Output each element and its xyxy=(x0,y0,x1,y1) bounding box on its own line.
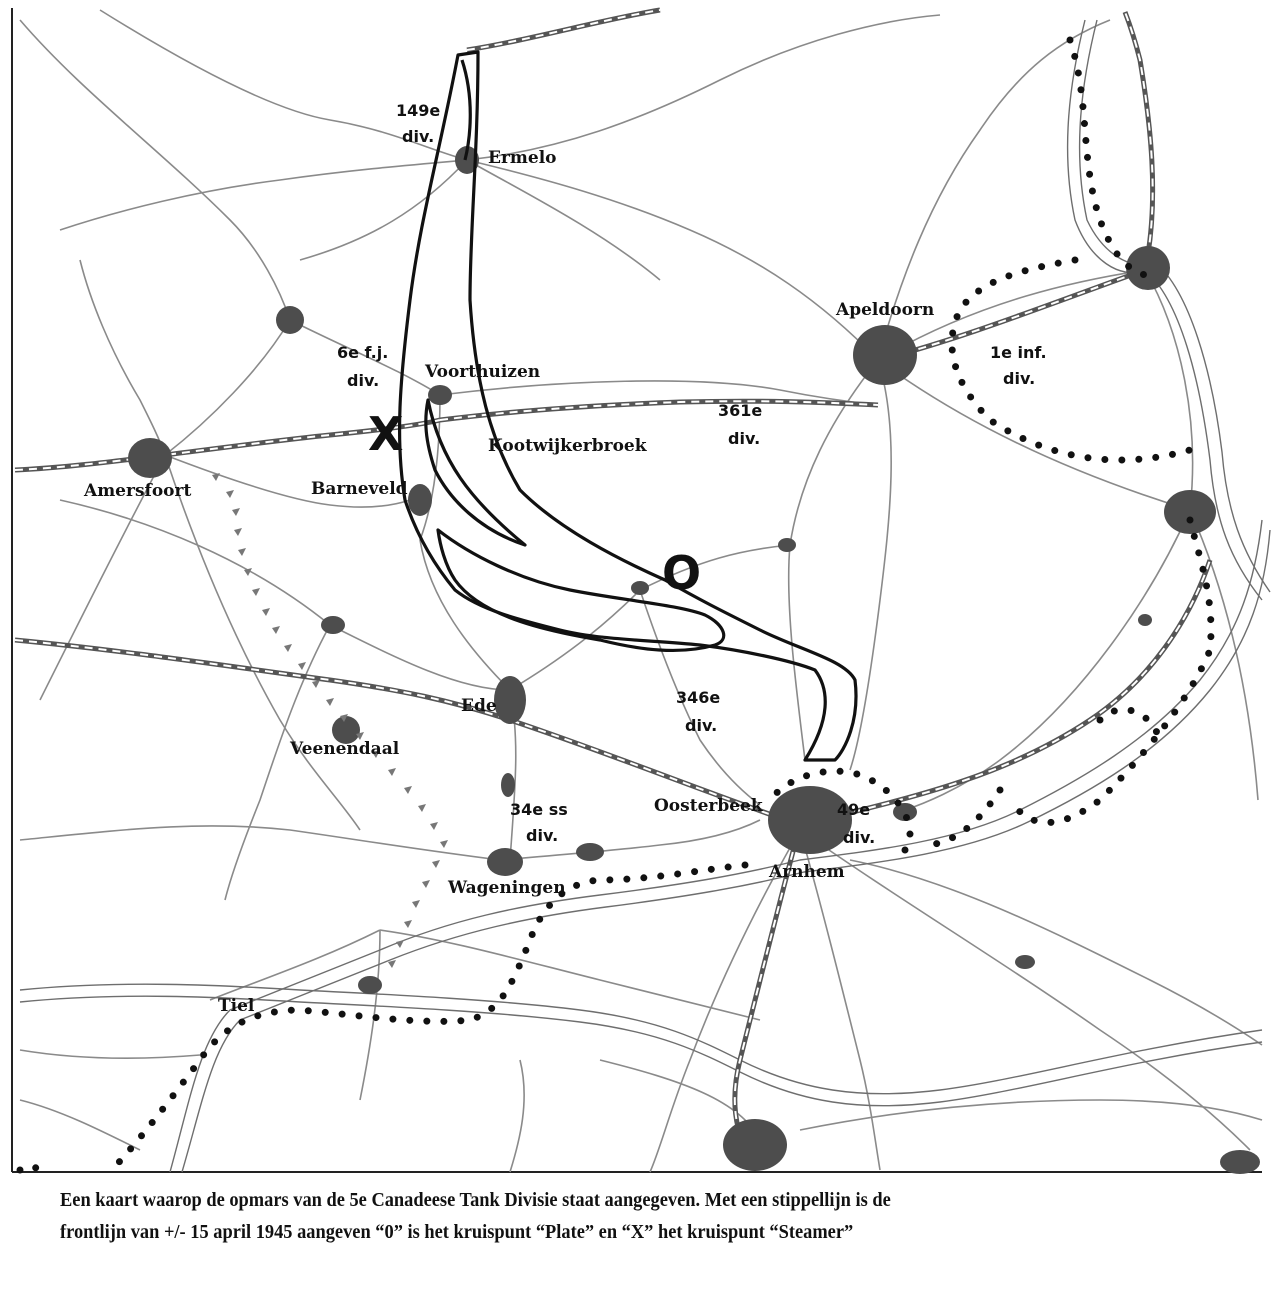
town-voorthuizen-blob xyxy=(428,385,452,405)
marker-o-plate: O xyxy=(662,546,702,600)
div-1inf-number: 1e inf. xyxy=(990,343,1047,362)
div-149-number: 149e xyxy=(396,101,441,120)
label-ede: Ede xyxy=(461,696,497,716)
town-east-blob xyxy=(1220,1150,1260,1174)
front-line xyxy=(20,40,1211,1172)
town-small-blob xyxy=(501,773,515,797)
town-village-blob xyxy=(321,616,345,634)
town-arnhem-blob xyxy=(768,786,852,854)
town-small-blob-3 xyxy=(1015,955,1035,969)
label-voorthuizen: Voorthuizen xyxy=(425,362,541,382)
town-hoenderloo-blob xyxy=(778,538,796,552)
label-barneveld: Barneveld xyxy=(311,479,408,499)
town-amersfoort-blob xyxy=(128,438,172,478)
div-1inf-label: div. xyxy=(1003,369,1036,388)
town-ede-blob xyxy=(494,676,526,724)
town-wageningen-blob xyxy=(487,848,523,876)
label-arnhem: Arnhem xyxy=(769,862,845,882)
div-34ss-label: div. xyxy=(526,826,559,845)
caption-line-1: Een kaart waarop de opmars van de 5e Canadeese Tank Divisie staat aangegeven. Met een stippellijn is de xyxy=(60,1189,891,1211)
towns xyxy=(128,146,1260,1174)
town-zutphen-blob xyxy=(1126,246,1170,290)
label-tiel: Tiel xyxy=(218,996,255,1016)
div-346-number: 346e xyxy=(676,688,721,707)
triangle-boundary xyxy=(212,473,448,968)
label-wageningen: Wageningen xyxy=(448,878,566,898)
div-361-number: 361e xyxy=(718,401,763,420)
railways xyxy=(15,10,1210,1160)
div-361-label: div. xyxy=(728,429,761,448)
marker-x-steamer: X xyxy=(368,407,404,461)
label-oosterbeek: Oosterbeek xyxy=(654,796,763,816)
town-otterlo-blob xyxy=(631,581,649,595)
div-34ss-number: 34e ss xyxy=(510,800,568,819)
caption-line-2: frontlijn van +/- 15 april 1945 aangeven “0” is het kruispunt “Plate” en “X” het kruispunt “Steamer” xyxy=(60,1221,854,1243)
town-nijmegen-blob xyxy=(723,1119,787,1171)
div-6fj-number: 6e f.j. xyxy=(337,343,389,362)
div-346-label: div. xyxy=(685,716,718,735)
town-renkum-blob xyxy=(576,843,604,861)
label-veenendaal: Veenendaal xyxy=(290,739,400,759)
div-149-label: div. xyxy=(402,127,435,146)
map-caption xyxy=(60,1184,1155,1248)
label-amersfoort: Amersfoort xyxy=(84,481,192,501)
town-barneveld-blob xyxy=(408,484,432,516)
town-small-blob-2 xyxy=(358,976,382,994)
town-small-blob-4 xyxy=(1138,614,1152,626)
div-49-label: div. xyxy=(843,828,876,847)
div-49-number: 49e xyxy=(837,800,871,819)
town-apeldoorn-blob xyxy=(853,325,917,385)
town-putten-blob xyxy=(276,306,304,334)
label-apeldoorn: Apeldoorn xyxy=(836,300,935,320)
rivers xyxy=(20,20,1270,1172)
label-ermelo: Ermelo xyxy=(488,148,557,168)
label-kootwijkerbroek: Kootwijkerbroek xyxy=(488,436,647,456)
town-deventer-blob xyxy=(1164,490,1216,534)
div-6fj-label: div. xyxy=(347,371,380,390)
